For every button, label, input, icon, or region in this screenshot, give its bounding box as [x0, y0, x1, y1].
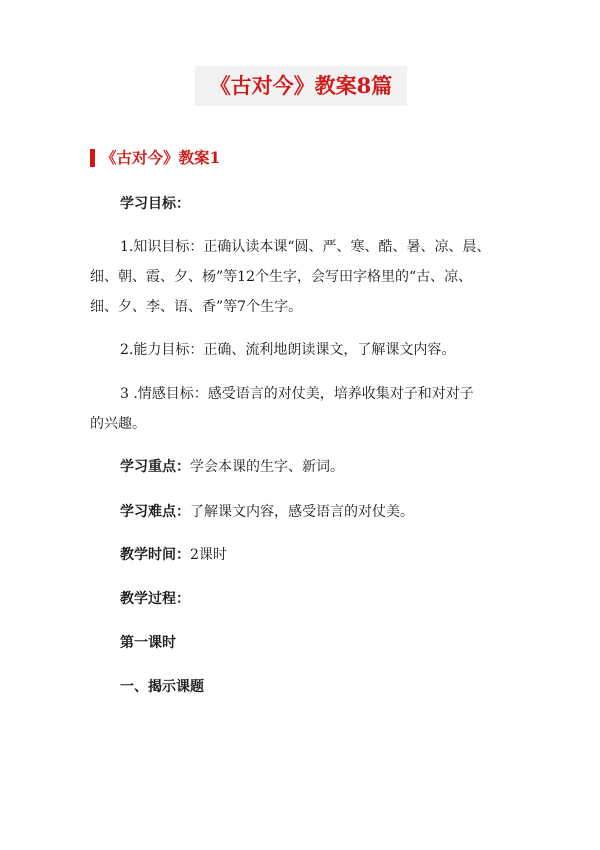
- section-marker-bar: [90, 149, 95, 167]
- difficulty-paragraph: [120, 499, 530, 525]
- objective-3-line-1: 3 .情感目标：感受语言的对仗美，培养收集对子和对对子: [120, 386, 474, 402]
- difficulty-label: 学习难点：: [120, 504, 190, 520]
- objective-1-line-2: 细、朝、霞、夕、杨”等12个生字，会写田字格里的“古、凉、: [90, 269, 473, 285]
- teaching-time-text: 2课时: [190, 547, 227, 563]
- section-heading: [90, 145, 220, 171]
- step-1-heading: 一、揭示课题: [120, 679, 204, 695]
- document-title: 《古对今》教案8篇: [195, 66, 407, 106]
- teaching-time-label: 教学时间：: [120, 547, 190, 563]
- objective-1-line-1: 1.知识目标：正确认读本课“圆、严、寒、酷、暑、凉、晨、: [120, 239, 491, 255]
- objectives-heading: 学习目标：: [120, 196, 190, 212]
- key-point-label: 学习重点：: [120, 459, 190, 475]
- objective-3-line-2: 的兴趣。: [90, 416, 146, 432]
- difficulty-text: 了解课文内容，感受语言的对仗美。: [190, 504, 414, 520]
- objective-2: 2.能力目标：正确、流利地朗读课文，了解课文内容。: [120, 342, 456, 358]
- key-point-text: 学会本课的生字、新词。: [190, 459, 344, 475]
- process-heading: 教学过程：: [120, 591, 190, 607]
- objective-1-line-3: 细、夕、李、语、香”等7个生字。: [90, 299, 303, 315]
- section-heading-text: 《古对今》教案1: [101, 148, 221, 167]
- teaching-time-paragraph: [120, 542, 530, 568]
- key-point-paragraph: [120, 454, 530, 480]
- lesson-1-heading: 第一课时: [120, 635, 176, 651]
